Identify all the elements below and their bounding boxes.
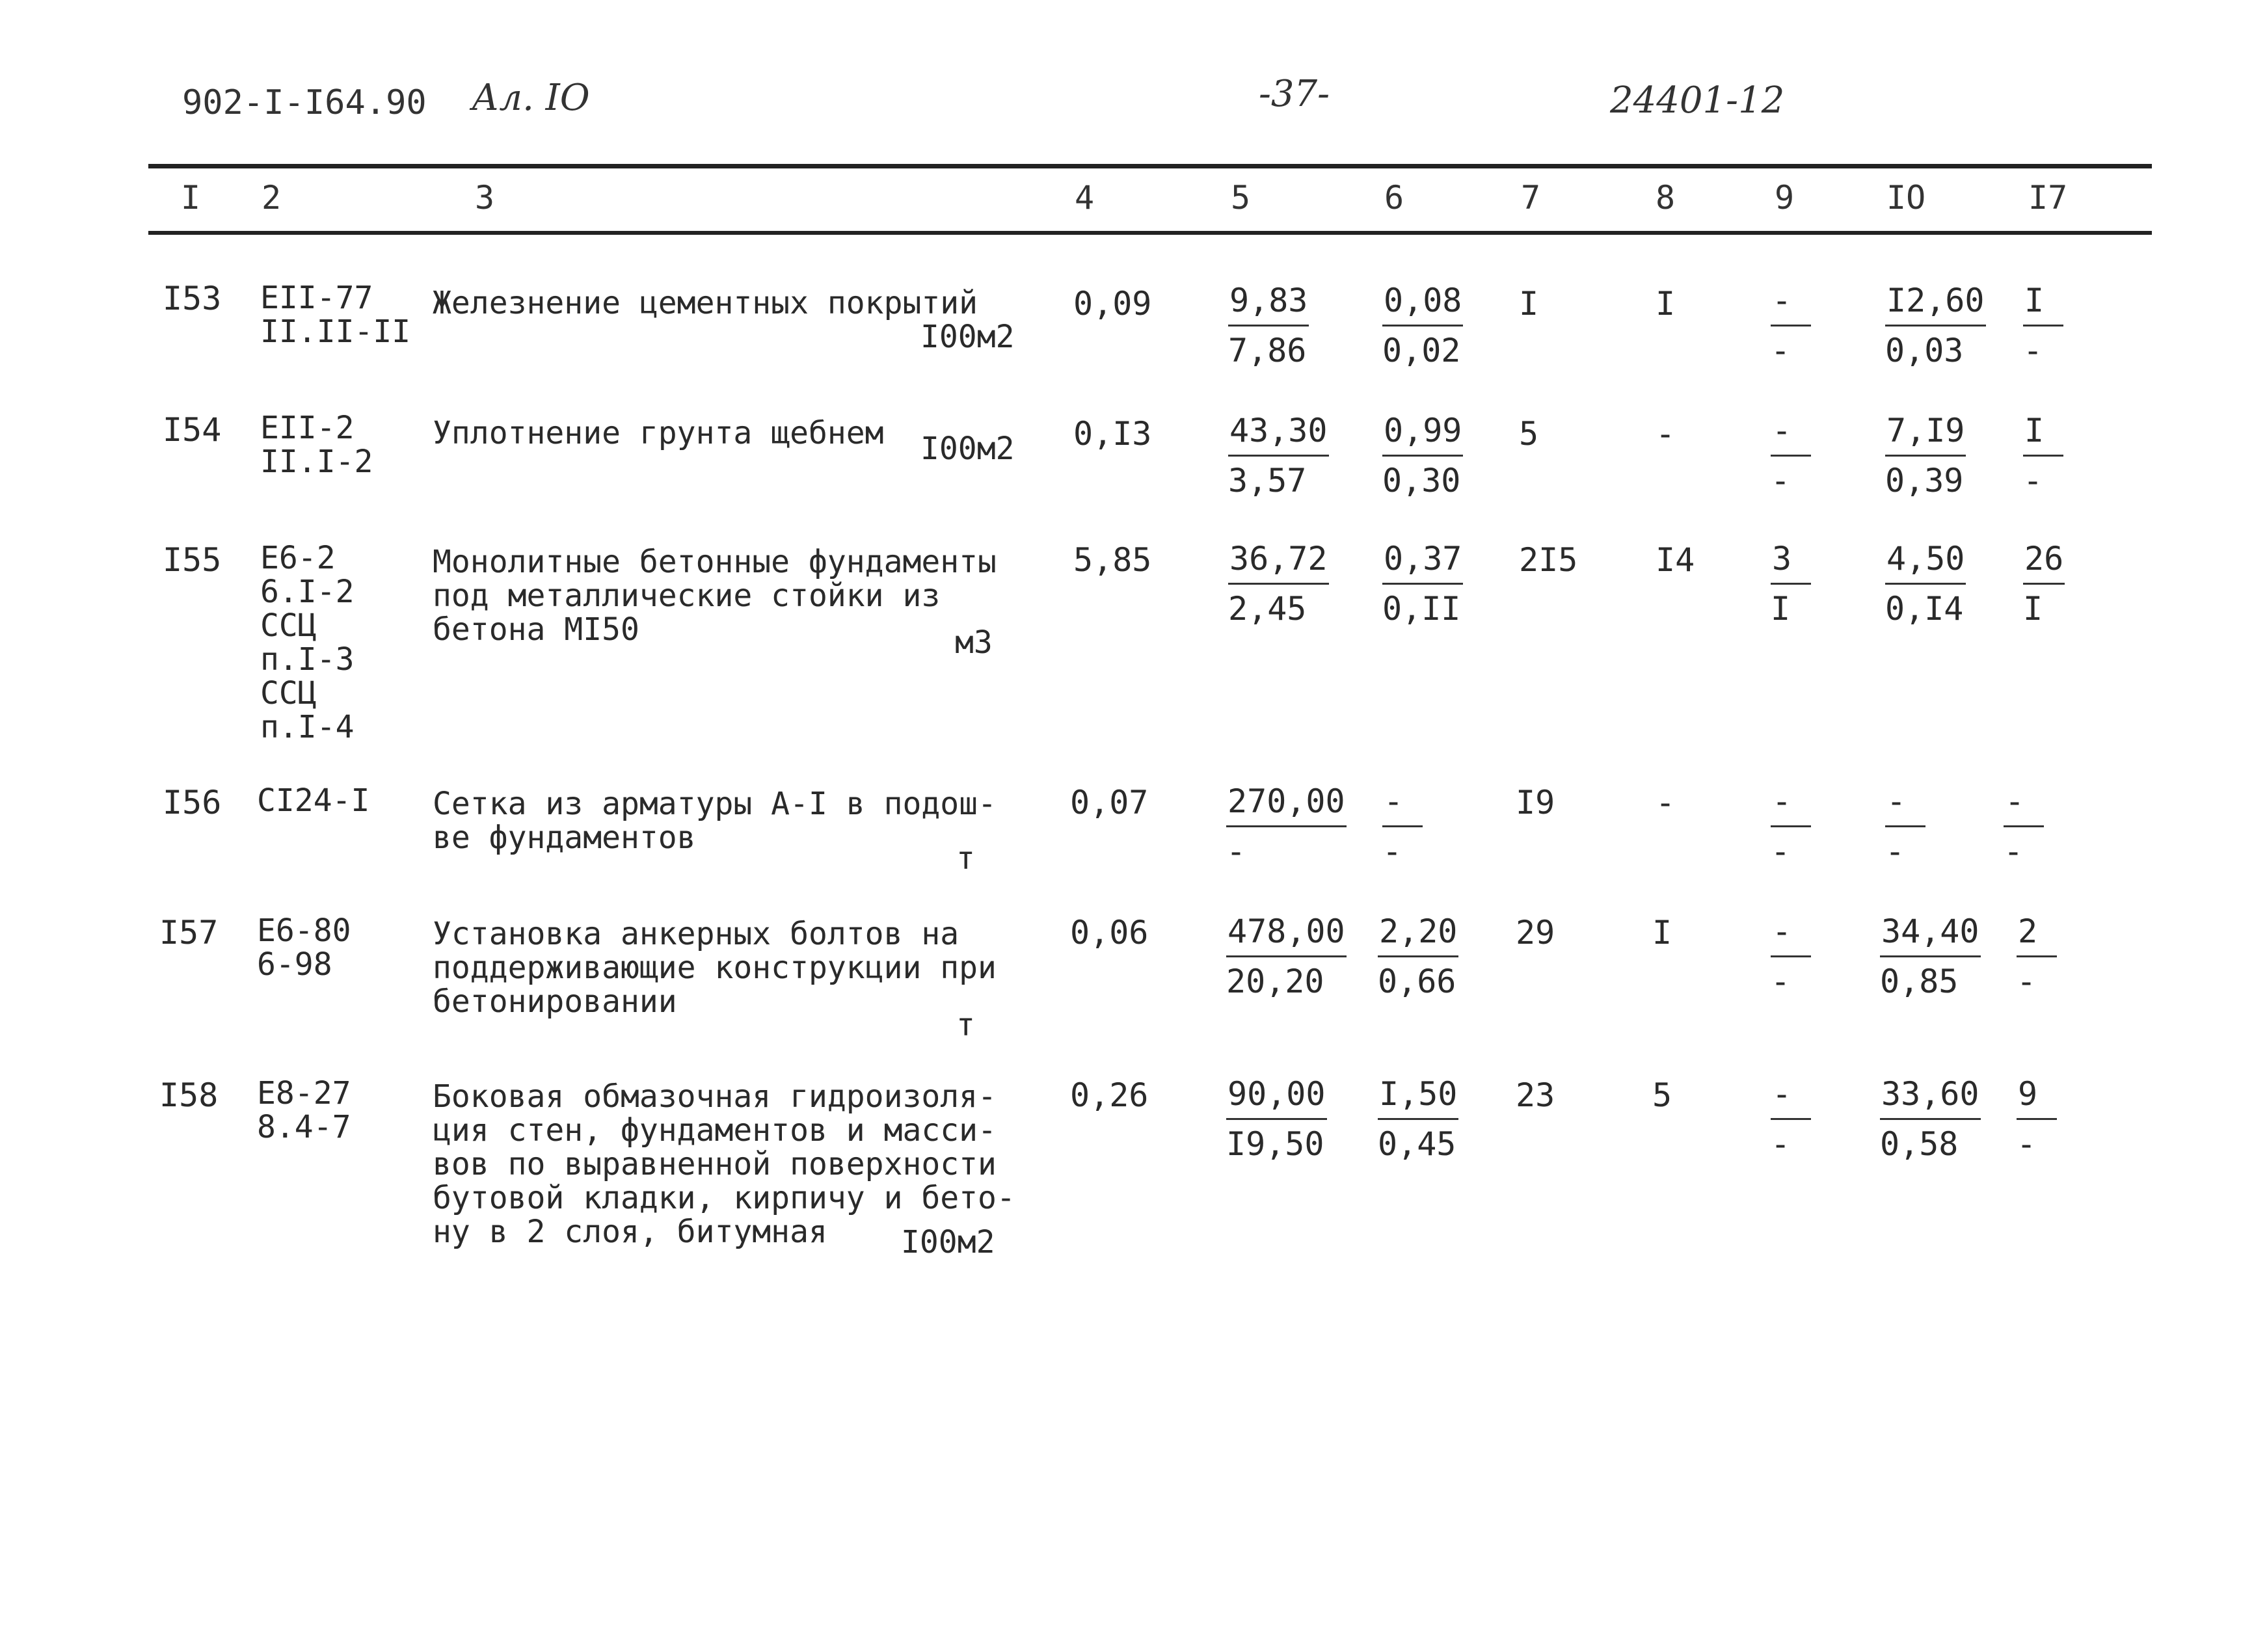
col10-bottom: 0,39 — [1885, 462, 1964, 500]
col6-top: 0,08 — [1382, 276, 1463, 326]
col5-fraction — [1226, 907, 1347, 1006]
rate-code: EII-2 II.I-2 — [260, 410, 373, 480]
col11-bottom: - — [2017, 963, 2037, 1000]
column-heading-3: 3 — [475, 179, 495, 217]
table-header-rule — [148, 231, 2152, 235]
col10-fraction — [1880, 1070, 1981, 1168]
col11-fraction — [2004, 777, 2044, 875]
col7-value: I — [1519, 285, 1539, 323]
col11-bottom: - — [2017, 1125, 2037, 1163]
col6-bottom: 0,66 — [1378, 963, 1456, 1000]
col5-top: 478,00 — [1226, 907, 1347, 957]
col9-fraction — [1771, 535, 1811, 633]
work-description: Установка анкерных болтов на поддерживающие конструкции при бетонировании — [433, 916, 997, 1020]
col5-bottom: - — [1226, 833, 1246, 870]
column-heading-7: 7 — [1521, 179, 1541, 217]
column-heading-6: 6 — [1384, 179, 1404, 217]
col9-bottom: - — [1771, 332, 1791, 369]
col5-bottom: 7,86 — [1228, 332, 1307, 369]
quantity: 5,85 — [1073, 541, 1152, 579]
col5-fraction — [1228, 276, 1309, 375]
col11-top: - — [2004, 777, 2044, 827]
col7-value: 29 — [1516, 914, 1555, 952]
col11-bottom: - — [2004, 833, 2024, 870]
row-number: I55 — [163, 541, 222, 579]
col9-top: - — [1771, 1070, 1811, 1120]
col5-top: 9,83 — [1228, 276, 1309, 326]
col10-fraction — [1880, 907, 1981, 1006]
row-number: I58 — [159, 1076, 219, 1114]
col10-top: 33,60 — [1880, 1070, 1981, 1120]
col11-fraction — [2023, 406, 2063, 505]
quantity: 0,06 — [1070, 914, 1149, 952]
work-unit: м3 — [955, 624, 993, 661]
col11-fraction — [2023, 535, 2065, 633]
col11-top: I — [2023, 276, 2063, 326]
col11-bottom: I — [2023, 590, 2043, 628]
rate-code: EII-77 II.II-II — [260, 280, 411, 350]
row-number: I57 — [159, 914, 219, 952]
work-unit: т — [956, 1007, 975, 1043]
column-heading-5: 5 — [1231, 179, 1251, 217]
col6-fraction — [1382, 777, 1423, 875]
col6-bottom: 0,30 — [1382, 462, 1461, 500]
col10-top: I2,60 — [1885, 276, 1986, 326]
column-heading-11: I7 — [2028, 179, 2068, 217]
column-heading-8: 8 — [1656, 179, 1676, 217]
col7-value: 23 — [1516, 1076, 1555, 1114]
col9-bottom: - — [1771, 963, 1791, 1000]
col5-top: 43,30 — [1228, 406, 1329, 457]
row-number: I54 — [163, 411, 222, 449]
col5-bottom: I9,50 — [1226, 1125, 1324, 1163]
rate-code: CI24-I — [257, 782, 370, 819]
row-number: I53 — [163, 280, 222, 317]
col9-bottom: - — [1771, 833, 1791, 870]
col10-top: 34,40 — [1880, 907, 1981, 957]
col9-top: - — [1771, 777, 1811, 827]
col11-top: 9 — [2017, 1070, 2057, 1120]
column-heading-4: 4 — [1075, 179, 1095, 217]
col9-top: - — [1771, 907, 1811, 957]
col11-bottom: - — [2023, 462, 2043, 500]
col5-fraction — [1226, 777, 1347, 875]
col6-top: 0,99 — [1382, 406, 1463, 457]
col10-bottom: 0,85 — [1880, 963, 1959, 1000]
col6-fraction — [1382, 406, 1463, 505]
page-number: -37- — [1259, 73, 1330, 115]
col6-top: 2,20 — [1378, 907, 1458, 957]
col5-fraction — [1228, 406, 1329, 505]
col9-bottom: I — [1771, 590, 1791, 628]
work-unit: I00м2 — [901, 1224, 995, 1260]
col5-bottom: 20,20 — [1226, 963, 1324, 1000]
sheet-number: Ал. IO — [472, 77, 590, 119]
work-description: Уплотнение грунта щебнем — [433, 415, 884, 451]
col9-top: - — [1771, 276, 1811, 326]
col9-fraction — [1771, 777, 1811, 875]
col5-bottom: 2,45 — [1228, 590, 1307, 628]
col5-top: 270,00 — [1226, 777, 1347, 827]
col10-bottom: - — [1885, 833, 1905, 870]
col9-top: - — [1771, 406, 1811, 457]
col7-value: I9 — [1516, 784, 1555, 821]
col6-top: 0,37 — [1382, 535, 1463, 585]
col8-value: I4 — [1656, 541, 1695, 579]
column-heading-10: IO — [1886, 179, 1926, 217]
col6-top: I,50 — [1378, 1070, 1458, 1120]
work-description: Монолитные бетонные фундаменты под металлические стойки из бетона МI50 — [433, 544, 997, 648]
col11-top: 2 — [2017, 907, 2057, 957]
document-code: 902-I-I64.90 — [182, 83, 427, 122]
col7-value: 2I5 — [1519, 541, 1578, 579]
quantity: 0,I3 — [1073, 415, 1152, 453]
work-unit: I00м2 — [920, 319, 1015, 355]
col5-top: 90,00 — [1226, 1070, 1327, 1120]
quantity: 0,09 — [1073, 285, 1152, 323]
row-number: I56 — [163, 784, 222, 821]
col6-top: - — [1382, 777, 1423, 827]
quantity: 0,07 — [1070, 784, 1149, 821]
table-top-rule — [148, 164, 2152, 168]
work-unit: I00м2 — [920, 431, 1015, 467]
col6-bottom: 0,02 — [1382, 332, 1461, 369]
col9-fraction — [1771, 907, 1811, 1006]
col11-fraction — [2017, 1070, 2057, 1168]
work-unit: т — [956, 840, 975, 877]
col5-fraction — [1226, 1070, 1327, 1168]
col11-fraction — [2017, 907, 2057, 1006]
col11-bottom: - — [2023, 332, 2043, 369]
col10-fraction — [1885, 276, 1986, 375]
col8-value: 5 — [1652, 1076, 1672, 1114]
column-heading-2: 2 — [262, 179, 282, 217]
col10-bottom: 0,03 — [1885, 332, 1964, 369]
column-heading-1: I — [181, 179, 201, 217]
quantity: 0,26 — [1070, 1076, 1149, 1114]
col6-bottom: - — [1382, 833, 1402, 870]
col11-top: I — [2023, 406, 2063, 457]
col10-fraction — [1885, 406, 1966, 505]
col10-fraction — [1885, 777, 1925, 875]
rate-code: E8-27 8.4-7 — [257, 1075, 351, 1145]
work-description: Боковая обмазочная гидроизоля- ция стен, фундаментов и масси- вов по выравненной поверхности бутовой кладки, кирпичу и бето- ну в 2 слоя, битумная — [433, 1078, 1015, 1250]
col7-value: 5 — [1519, 415, 1539, 453]
col6-fraction — [1382, 535, 1463, 633]
col9-fraction — [1771, 276, 1811, 375]
col6-bottom: 0,45 — [1378, 1125, 1456, 1163]
col5-bottom: 3,57 — [1228, 462, 1307, 500]
col8-value: - — [1656, 784, 1676, 821]
col6-bottom: 0,II — [1382, 590, 1461, 628]
col9-bottom: - — [1771, 1125, 1791, 1163]
col9-bottom: - — [1771, 462, 1791, 500]
column-heading-9: 9 — [1775, 179, 1795, 217]
col10-bottom: 0,I4 — [1885, 590, 1964, 628]
col5-top: 36,72 — [1228, 535, 1329, 585]
rate-code: E6-2 6.I-2 ССЦ п.I-3 ССЦ п.I-4 — [260, 540, 355, 745]
col10-top: 4,50 — [1885, 535, 1966, 585]
col8-value: I — [1656, 285, 1676, 323]
col9-fraction — [1771, 1070, 1811, 1168]
col10-bottom: 0,58 — [1880, 1125, 1959, 1163]
col6-fraction — [1378, 1070, 1458, 1168]
col6-fraction — [1378, 907, 1458, 1006]
work-description: Сетка из арматуры А-I в подош- ве фундаментов — [433, 786, 997, 856]
col8-value: I — [1652, 914, 1672, 952]
col10-top: 7,I9 — [1885, 406, 1966, 457]
col9-top: 3 — [1771, 535, 1811, 585]
rate-code: E6-80 6-98 — [257, 913, 351, 983]
col6-fraction — [1382, 276, 1463, 375]
col5-fraction — [1228, 535, 1329, 633]
col8-value: - — [1656, 415, 1676, 453]
col11-top: 26 — [2023, 535, 2065, 585]
col9-fraction — [1771, 406, 1811, 505]
col10-fraction — [1885, 535, 1966, 633]
work-description: Железнение цементных покрытий — [433, 285, 978, 321]
col10-top: - — [1885, 777, 1925, 827]
col11-fraction — [2023, 276, 2063, 375]
reference-number: 24401-12 — [1610, 79, 1785, 122]
